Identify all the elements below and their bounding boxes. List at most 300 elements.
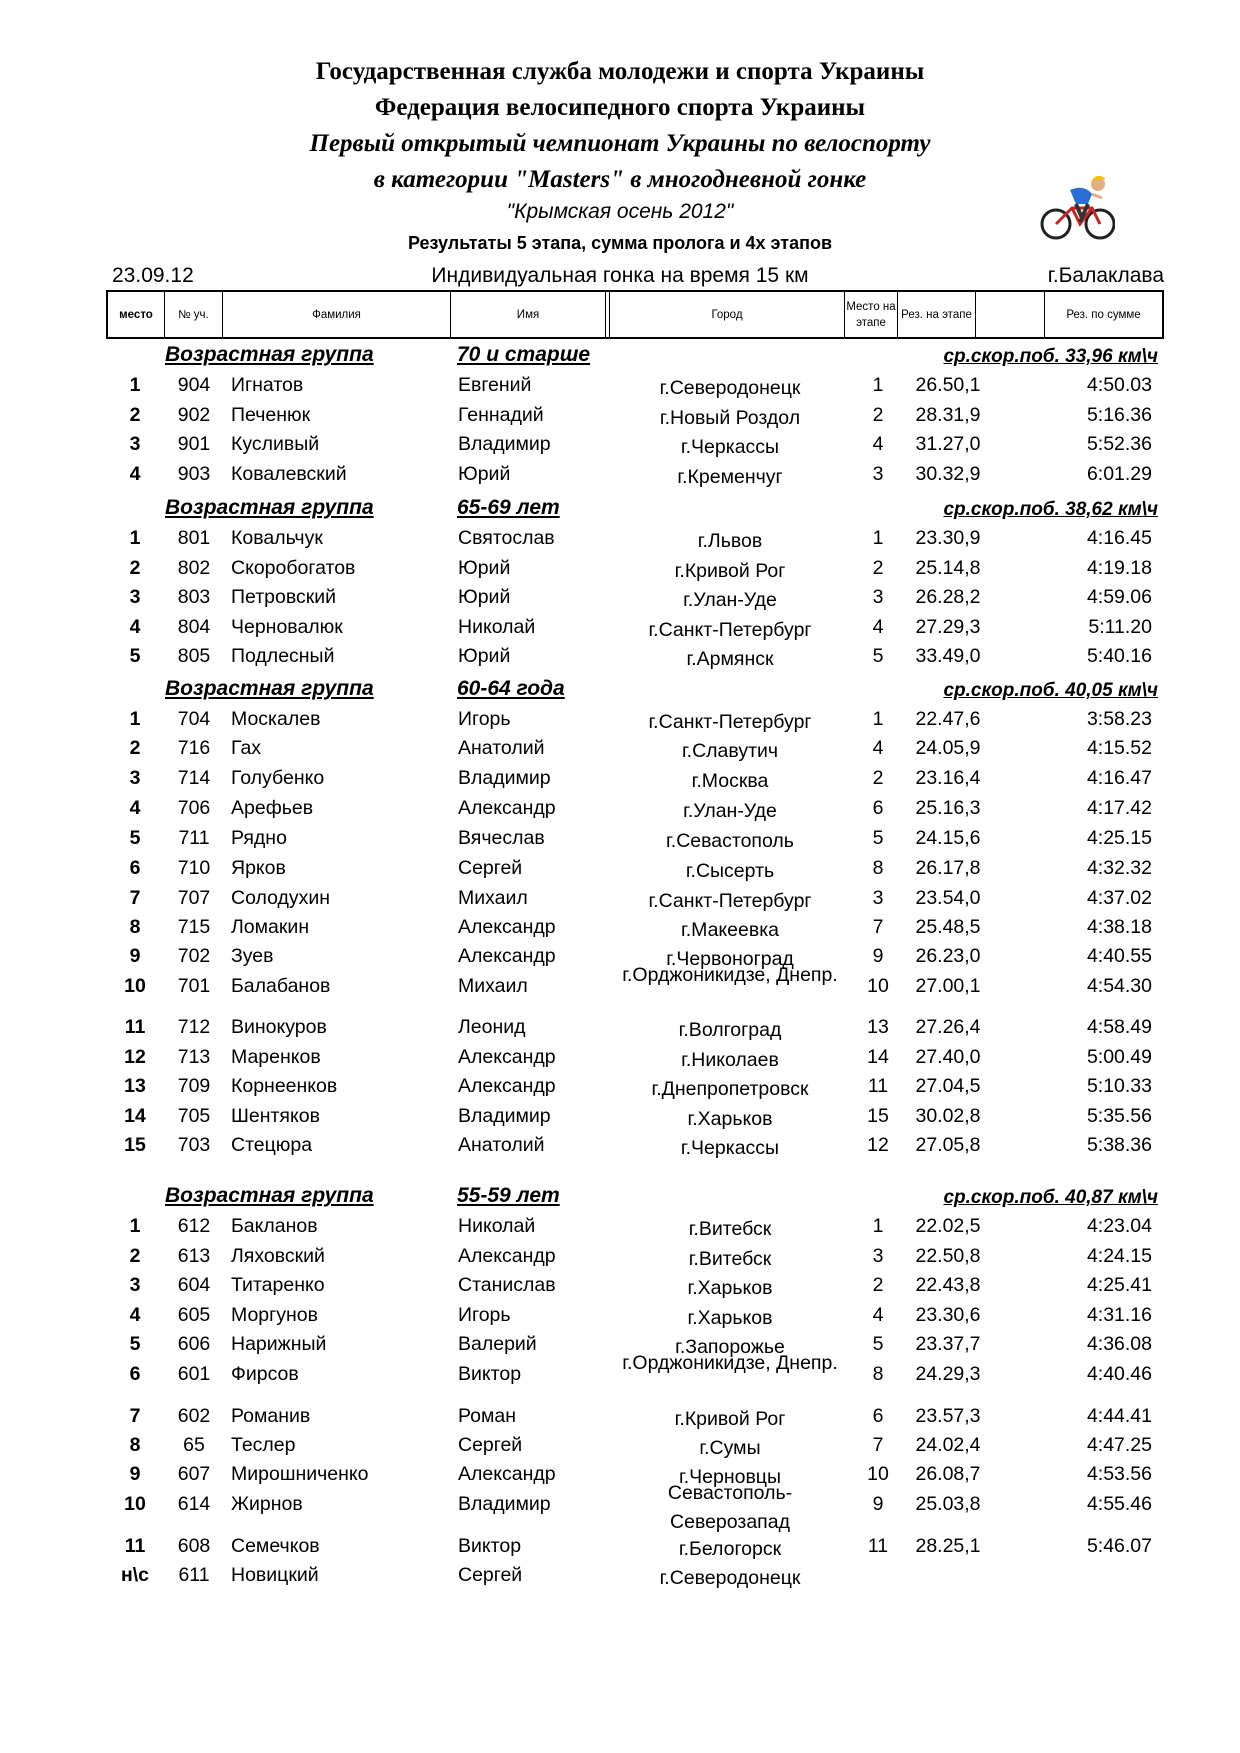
- stage-place: 3: [872, 586, 884, 608]
- bib-number: 805: [177, 645, 211, 667]
- sum-result: 4:23.04: [1086, 1215, 1152, 1237]
- stage-result: 22.43,8: [915, 1274, 981, 1296]
- surname: Печенюк: [231, 404, 311, 426]
- stage-result: 23.16,4: [915, 767, 981, 789]
- col-sum-result: Рез. по сумме: [1066, 308, 1141, 321]
- bib-number: 709: [177, 1075, 211, 1097]
- stage-result: 22.47,6: [915, 708, 981, 730]
- city: г.Новый Роздол: [659, 407, 801, 429]
- city: г.Макеевка: [680, 919, 780, 941]
- city: г.Харьков: [687, 1307, 773, 1329]
- sum-result: 4:54.30: [1086, 975, 1152, 997]
- sum-result: 4:37.02: [1086, 887, 1152, 909]
- surname: Игнатов: [231, 374, 304, 396]
- place: 7: [129, 887, 141, 909]
- place: 3: [129, 767, 141, 789]
- surname: Стецюра: [231, 1134, 313, 1156]
- stage-result: 30.32,9: [915, 463, 981, 485]
- sum-result: 4:19.18: [1086, 557, 1152, 579]
- place: 2: [129, 557, 141, 579]
- city: г.Сумы: [699, 1437, 761, 1459]
- first-name: Александр: [458, 1046, 556, 1068]
- city: г.Славутич: [681, 740, 779, 762]
- bib-number: 613: [177, 1245, 211, 1267]
- bib-number: 611: [178, 1564, 210, 1586]
- city: г.Белогорск: [678, 1538, 782, 1560]
- bib-number: 710: [177, 857, 211, 879]
- stage-result: 26.50,1: [915, 374, 981, 396]
- sum-result: 4:40.55: [1086, 945, 1152, 967]
- first-name: Леонид: [458, 1016, 526, 1038]
- first-name: Юрий: [458, 463, 511, 485]
- bib-number: 702: [177, 945, 211, 967]
- city: г.Северодонецк: [659, 377, 801, 399]
- first-name: Станислав: [458, 1274, 556, 1296]
- stage-place: 2: [872, 767, 884, 789]
- surname: Ковальчук: [231, 527, 323, 549]
- first-name: Сергей: [458, 857, 523, 879]
- stage-result: 24.29,3: [915, 1363, 981, 1385]
- title-federation: Федерация велосипедного спорта Украины: [374, 94, 866, 121]
- city: г.Санкт-Петербург: [648, 890, 812, 912]
- sum-result: 5:35.56: [1086, 1105, 1152, 1127]
- bib-number: 604: [177, 1274, 211, 1296]
- first-name: Александр: [458, 1245, 556, 1267]
- surname: Моргунов: [231, 1304, 318, 1326]
- bib-number: 802: [177, 557, 211, 579]
- stage-result: 22.02,5: [915, 1215, 981, 1237]
- stage-result: 23.54,0: [915, 887, 981, 909]
- stage-place: 3: [872, 463, 884, 485]
- sum-result: 4:58.49: [1086, 1016, 1152, 1038]
- place: 1: [129, 527, 141, 549]
- first-name: Владимир: [458, 1493, 551, 1515]
- stage-place: 4: [872, 433, 884, 455]
- sum-result: 5:11.20: [1088, 616, 1152, 638]
- stage-place: 9: [872, 1493, 884, 1515]
- bib-number: 605: [177, 1304, 211, 1326]
- city: г.Черновцы: [679, 1466, 781, 1488]
- city: г.Витебск: [688, 1248, 772, 1270]
- place: 15: [124, 1134, 146, 1156]
- stage-place: 6: [872, 1405, 884, 1427]
- age-group-range: 55-59 лет: [457, 1184, 560, 1207]
- first-name: Игорь: [458, 708, 511, 730]
- stage-result: 26.23,0: [915, 945, 981, 967]
- city: г.Орджоникидзе, Днепр.: [622, 1352, 838, 1374]
- sum-result: 4:15.52: [1086, 737, 1152, 759]
- bib-number: 704: [177, 708, 211, 730]
- col-stage-result: Рез. на этапе: [901, 308, 972, 321]
- stage-result: 26.17,8: [915, 857, 981, 879]
- surname: Винокуров: [231, 1016, 327, 1038]
- sum-result: 5:38.36: [1086, 1134, 1152, 1156]
- title-category: в категории "Masters" в многодневной гонке: [373, 166, 867, 193]
- stage-result: 27.29,3: [915, 616, 981, 638]
- sum-result: 4:36.08: [1086, 1333, 1152, 1355]
- bib-number: 706: [177, 797, 211, 819]
- stage-place: 2: [872, 404, 884, 426]
- surname: Теслер: [231, 1434, 296, 1456]
- stage-place: 5: [872, 645, 884, 667]
- bib-number: 901: [177, 433, 211, 455]
- surname: Кусливый: [231, 433, 320, 455]
- sum-result: 4:24.15: [1086, 1245, 1152, 1267]
- surname: Солодухин: [231, 887, 331, 909]
- place: 3: [129, 1274, 141, 1296]
- bib-number: 601: [177, 1363, 211, 1385]
- first-name: Юрий: [458, 586, 511, 608]
- surname: Жирнов: [231, 1493, 303, 1515]
- stage-result: 25.16,3: [915, 797, 981, 819]
- stage-place: 13: [867, 1016, 889, 1038]
- stage-place: 14: [867, 1046, 889, 1068]
- stage-result: 27.04,5: [915, 1075, 981, 1097]
- place: 5: [129, 827, 141, 849]
- stage-place: 8: [872, 857, 884, 879]
- place: 4: [129, 616, 141, 638]
- stage-place: 9: [872, 945, 884, 967]
- stage-place: 11: [867, 1075, 889, 1097]
- surname: Бакланов: [231, 1215, 318, 1237]
- first-name: Владимир: [458, 767, 551, 789]
- winner-avg-speed: ср.скор.поб. 38,62 км\ч: [943, 499, 1158, 520]
- stage-result: 30.02,8: [915, 1105, 981, 1127]
- place: 4: [129, 797, 141, 819]
- place: 1: [129, 374, 141, 396]
- first-name: Владимир: [458, 433, 551, 455]
- stage-place: 12: [867, 1134, 889, 1156]
- stage-result: 23.30,9: [915, 527, 981, 549]
- place: 2: [129, 404, 141, 426]
- bib-number: 711: [178, 827, 210, 849]
- stage-result: 26.28,2: [915, 586, 981, 608]
- surname: Зуев: [231, 945, 274, 967]
- sum-result: 6:01.29: [1086, 463, 1152, 485]
- winner-avg-speed: ср.скор.поб. 40,87 км\ч: [943, 1187, 1158, 1208]
- age-group-label: Возрастная группа: [165, 1184, 374, 1207]
- bib-number: 607: [177, 1463, 211, 1485]
- first-name: Юрий: [458, 645, 511, 667]
- first-name: Евгений: [458, 374, 532, 396]
- first-name: Виктор: [458, 1535, 522, 1557]
- place: 3: [129, 433, 141, 455]
- place: 3: [129, 586, 141, 608]
- cyclist-icon: [1040, 170, 1115, 242]
- sum-result: 4:25.41: [1086, 1274, 1152, 1296]
- bib-number: 701: [177, 975, 211, 997]
- sum-result: 4:38.18: [1086, 916, 1152, 938]
- bib-number: 903: [177, 463, 211, 485]
- place: 6: [129, 1363, 141, 1385]
- city: г.Севастополь: [666, 830, 794, 852]
- surname: Ляховский: [231, 1245, 325, 1267]
- winner-avg-speed: ср.скор.поб. 40,05 км\ч: [943, 680, 1158, 701]
- first-name: Александр: [458, 797, 556, 819]
- place: 2: [129, 1245, 141, 1267]
- surname: Нарижный: [231, 1333, 327, 1355]
- title-agency: Государственная служба молодежи и спорта Украины: [315, 58, 925, 85]
- city: г.Харьков: [687, 1277, 773, 1299]
- stage-result: 24.15,6: [915, 827, 981, 849]
- city: г.Днепропетровск: [651, 1078, 809, 1100]
- stage-place: 3: [872, 1245, 884, 1267]
- stage-place: 7: [872, 916, 884, 938]
- bib-number: 801: [177, 527, 211, 549]
- stage-result: 26.08,7: [915, 1463, 981, 1485]
- city: г.Кривой Рог: [674, 560, 786, 582]
- sum-result: 5:52.36: [1086, 433, 1152, 455]
- stage-place: 5: [872, 827, 884, 849]
- stage-place: 10: [867, 975, 889, 997]
- surname: Черновалюк: [231, 616, 343, 638]
- place: 7: [129, 1405, 141, 1427]
- bib-number: 602: [177, 1405, 211, 1427]
- first-name: Михаил: [458, 975, 528, 997]
- stage-result: 28.31,9: [915, 404, 981, 426]
- stage-result: 27.26,4: [915, 1016, 981, 1038]
- city: г.Северодонецк: [659, 1567, 801, 1589]
- stage-result: 24.05,9: [915, 737, 981, 759]
- stage-place: 1: [872, 708, 884, 730]
- city: г.Черкассы: [680, 1137, 780, 1159]
- place: 9: [129, 1463, 141, 1485]
- sum-result: 5:10.33: [1086, 1075, 1152, 1097]
- place: 6: [129, 857, 141, 879]
- surname: Ломакин: [231, 916, 310, 938]
- bib-number: 614: [177, 1493, 211, 1515]
- surname: Шентяков: [231, 1105, 320, 1127]
- stage-result: 31.27,0: [915, 433, 981, 455]
- sum-result: 4:47.25: [1086, 1434, 1152, 1456]
- city: г.Львов: [697, 530, 763, 552]
- stage-place: 1: [872, 374, 884, 396]
- stage-result: 23.57,3: [915, 1405, 981, 1427]
- first-name: Виктор: [458, 1363, 522, 1385]
- sum-result: 4:53.56: [1086, 1463, 1152, 1485]
- surname: Маренков: [231, 1046, 321, 1068]
- city: г.Улан-Уде: [683, 800, 777, 822]
- city: г.Николаев: [681, 1049, 779, 1071]
- first-name: Игорь: [458, 1304, 511, 1326]
- first-name: Анатолий: [458, 737, 545, 759]
- place: 8: [129, 1434, 141, 1456]
- surname: Ярков: [231, 857, 286, 879]
- col-place: место: [119, 308, 153, 321]
- stage-place: 11: [867, 1535, 889, 1557]
- sum-result: 4:44.41: [1086, 1405, 1152, 1427]
- first-name: Сергей: [458, 1564, 523, 1586]
- first-name: Роман: [458, 1405, 517, 1427]
- title-race-name: "Крымская осень 2012": [506, 200, 734, 223]
- stage-result: 24.02,4: [915, 1434, 981, 1456]
- surname: Новицкий: [231, 1564, 319, 1586]
- surname: Рядно: [231, 827, 287, 849]
- place: 2: [129, 737, 141, 759]
- surname: Москалев: [231, 708, 321, 730]
- first-name: Анатолий: [458, 1134, 545, 1156]
- place: 5: [129, 645, 141, 667]
- stage-result: 27.05,8: [915, 1134, 981, 1156]
- age-group-header: [0, 1184, 1240, 1214]
- race-event: Индивидуальная гонка на время 15 км: [431, 264, 809, 287]
- stage-result: 33.49,0: [915, 645, 981, 667]
- sum-result: 5:16.36: [1086, 404, 1152, 426]
- stage-place: 4: [872, 1304, 884, 1326]
- bib-number: 902: [177, 404, 211, 426]
- stage-place: 2: [872, 1274, 884, 1296]
- first-name: Геннадий: [458, 404, 544, 426]
- bib-number: 705: [177, 1105, 211, 1127]
- sum-result: 4:25.15: [1086, 827, 1152, 849]
- title-results: Результаты 5 этапа, сумма пролога и 4х этапов: [407, 233, 833, 253]
- sum-result: 4:16.47: [1086, 767, 1152, 789]
- age-group-range: 65-69 лет: [457, 496, 560, 519]
- sum-result: 4:50.03: [1086, 374, 1152, 396]
- city: г.Санкт-Петербург: [648, 711, 812, 733]
- place: 10: [124, 1493, 146, 1515]
- age-group-label: Возрастная группа: [165, 343, 374, 366]
- age-group-label: Возрастная группа: [165, 677, 374, 700]
- sum-result: 4:59.06: [1086, 586, 1152, 608]
- first-name: Владимир: [458, 1105, 551, 1127]
- bib-number: 713: [177, 1046, 211, 1068]
- sum-result: 5:46.07: [1086, 1535, 1152, 1557]
- place: 5: [129, 1333, 141, 1355]
- first-name: Александр: [458, 945, 556, 967]
- bib-number: 703: [177, 1134, 211, 1156]
- place: н\с: [120, 1564, 150, 1586]
- sum-result: 3:58.23: [1086, 708, 1152, 730]
- col-name: Имя: [516, 308, 540, 321]
- stage-result: 27.00,1: [915, 975, 981, 997]
- first-name: Сергей: [458, 1434, 523, 1456]
- place: 9: [129, 945, 141, 967]
- table-header: [106, 290, 1164, 339]
- city: г.Санкт-Петербург: [648, 619, 812, 641]
- sum-result: 4:40.46: [1086, 1363, 1152, 1385]
- city: г.Запорожье: [675, 1336, 785, 1358]
- bib-number: 714: [177, 767, 211, 789]
- stage-place: 7: [872, 1434, 884, 1456]
- place: 1: [129, 1215, 141, 1237]
- bib-number: 606: [177, 1333, 211, 1355]
- stage-result: 27.40,0: [915, 1046, 981, 1068]
- first-name: Александр: [458, 1075, 556, 1097]
- place: 14: [124, 1105, 146, 1127]
- place: 4: [129, 463, 141, 485]
- bib-number: 803: [177, 586, 211, 608]
- sum-result: 5:00.49: [1086, 1046, 1152, 1068]
- place: 1: [129, 708, 141, 730]
- age-group-header: [0, 677, 1240, 707]
- surname: Ковалевский: [231, 463, 347, 485]
- bib-number: 804: [177, 616, 211, 638]
- city: г.Волгоград: [678, 1019, 782, 1041]
- stage-result: 23.37,7: [915, 1333, 981, 1355]
- surname: Гах: [231, 737, 262, 759]
- sum-result: 4:16.45: [1086, 527, 1152, 549]
- surname: Скоробогатов: [231, 557, 356, 579]
- bib-number: 707: [177, 887, 211, 909]
- stage-place: 4: [872, 737, 884, 759]
- place: 11: [124, 1535, 146, 1557]
- col-blank: [976, 292, 1044, 337]
- city: г.Армянск: [686, 648, 774, 670]
- sum-result: 5:40.16: [1086, 645, 1152, 667]
- surname: Петровский: [231, 586, 337, 608]
- surname: Голубенко: [231, 767, 325, 789]
- place: 10: [124, 975, 146, 997]
- bib-number: 904: [177, 374, 211, 396]
- sum-result: 4:32.32: [1086, 857, 1152, 879]
- first-name: Николай: [458, 1215, 536, 1237]
- stage-place: 1: [872, 1215, 884, 1237]
- surname: Мирошниченко: [231, 1463, 369, 1485]
- first-name: Александр: [458, 1463, 556, 1485]
- stage-result: 23.30,6: [915, 1304, 981, 1326]
- sum-result: 4:55.46: [1086, 1493, 1152, 1515]
- bib-number: 608: [177, 1535, 211, 1557]
- race-location: г.Балаклава: [1047, 264, 1164, 287]
- city: г.Червоноград: [666, 948, 794, 970]
- bib-number: 712: [177, 1016, 211, 1038]
- bib-number: 612: [177, 1215, 211, 1237]
- stage-place: 15: [867, 1105, 889, 1127]
- stage-place: 6: [872, 797, 884, 819]
- first-name: Михаил: [458, 887, 528, 909]
- stage-place: 8: [872, 1363, 884, 1385]
- place: 12: [124, 1046, 146, 1068]
- place: 8: [129, 916, 141, 938]
- title-championship: Первый открытый чемпионат Украины по велоспорту: [309, 130, 931, 157]
- winner-avg-speed: ср.скор.поб. 33,96 км\ч: [943, 346, 1158, 367]
- surname: Фирсов: [231, 1363, 299, 1385]
- city: г.Черкассы: [680, 436, 780, 458]
- age-group-range: 60-64 года: [457, 677, 565, 700]
- first-name: Валерий: [458, 1333, 537, 1355]
- bib-number: 715: [177, 916, 211, 938]
- sum-result: 4:17.42: [1086, 797, 1152, 819]
- stage-result: 28.25,1: [915, 1535, 981, 1557]
- place: 11: [124, 1016, 146, 1038]
- surname: Корнеенков: [231, 1075, 338, 1097]
- race-date: 23.09.12: [112, 264, 194, 287]
- first-name: Юрий: [458, 557, 511, 579]
- stage-place: 3: [872, 887, 884, 909]
- age-group-label: Возрастная группа: [165, 496, 374, 519]
- age-group-range: 70 и старше: [457, 343, 591, 366]
- place: 4: [129, 1304, 141, 1326]
- col-city: Город: [711, 308, 743, 321]
- stage-place: 2: [872, 557, 884, 579]
- city: г.Москва: [691, 770, 769, 792]
- stage-place: 5: [872, 1333, 884, 1355]
- surname: Романив: [231, 1405, 311, 1427]
- place: 13: [124, 1075, 146, 1097]
- city: г.Улан-Уде: [683, 589, 777, 611]
- stage-result: 25.03,8: [915, 1493, 981, 1515]
- age-group-header: [0, 343, 1240, 373]
- city: г.Орджоникидзе, Днепр.: [622, 964, 838, 986]
- col-number: № уч.: [178, 308, 209, 321]
- surname: Титаренко: [231, 1274, 325, 1296]
- surname: Балабанов: [231, 975, 331, 997]
- city: г.Витебск: [688, 1218, 772, 1240]
- city: г.Харьков: [687, 1108, 773, 1130]
- surname: Подлесный: [231, 645, 335, 667]
- stage-result: 25.14,8: [915, 557, 981, 579]
